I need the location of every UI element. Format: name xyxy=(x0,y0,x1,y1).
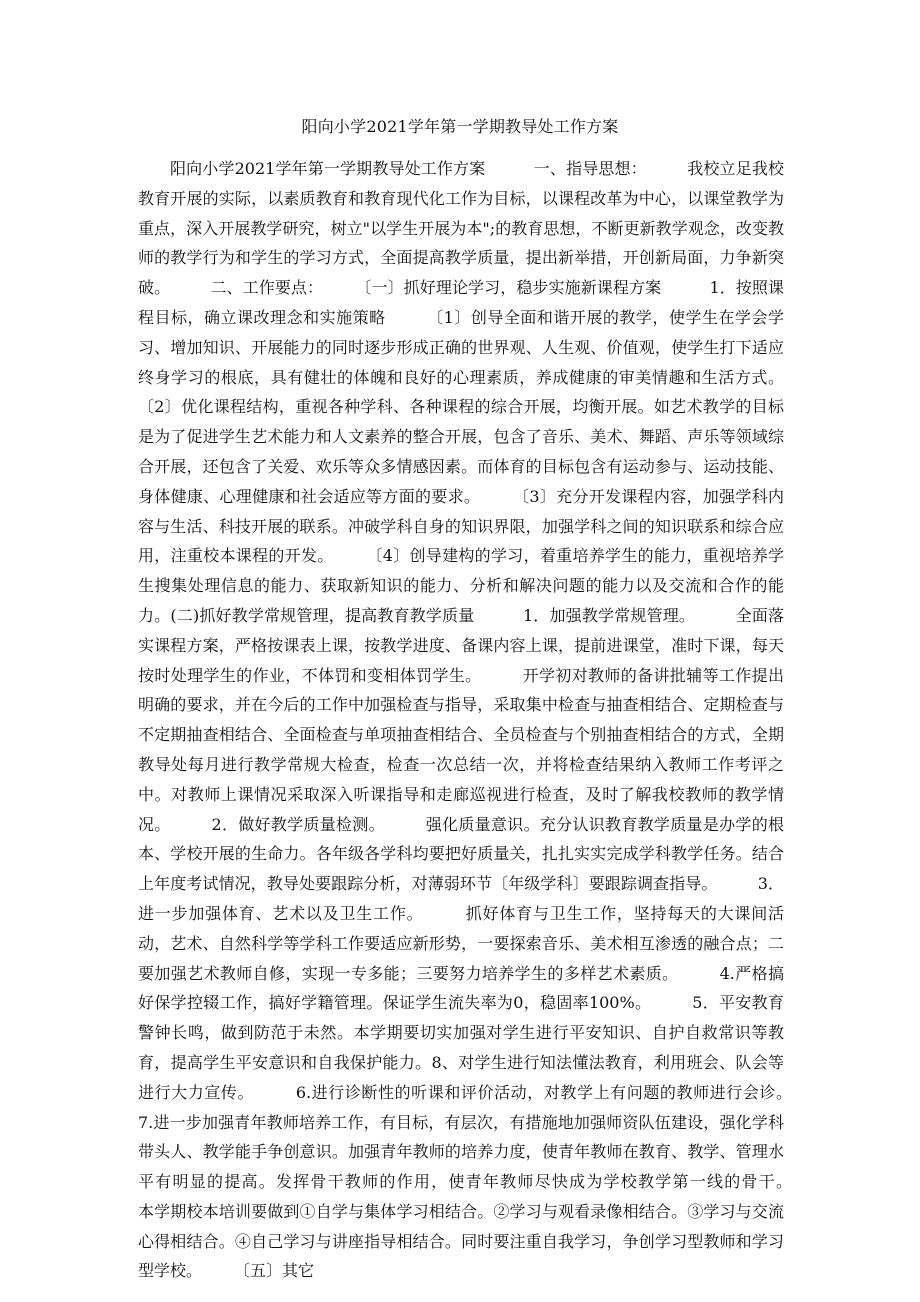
document-title: 阳向小学2021学年第一学期教导处工作方案 xyxy=(301,117,619,136)
document-body: 阳向小学2021学年第一学期教导处工作方案 一、指导思想： 我校立足我校教育开展的实际，以素质教育和教育现代化工作为目标，以课程改革为中心，以课堂教学为重点，深入开展教学研究，树立"以学生开展为本";的教育思想，不断更新教学观念，改变教师的教学行为和学生的学习方式，全面提高教学质量，提出新举措，开创新局面，力争新突破。 二、工作要点： 〔一〕抓好理论学习，稳步实施新课程方案 1．按照课程目标，确立课改理念和实施策略 〔1〕创导全面和谐开展的教学，使学生在学会学习、增加知识、开展能力的同时逐步形成正确的世界观、人生观、价值观，使学生打下适应终身学习的根底，具有健壮的体魄和良好的心理素质，养成健康的审美情趣和生活方式。〔2〕优化课程结构，重视各种学科、各种课程的综合开展，均衡开展。如艺术教学的目标是为了促进学生艺术能力和人文素养的整合开展，包含了音乐、美术、舞蹈、声乐等领域综合开展，还包含了关爱、欢乐等众多情感因素。而体育的目标包含有运动参与、运动技能、身体健康、心理健康和社会适应等方面的要求。 〔3〕充分开发课程内容，加强学科内容与生活、科技开展的联系。冲破学科自身的知识界限，加强学科之间的知识联系和综合应用，注重校本课程的开发。 〔4〕创导建构的学习，着重培养学生的能力，重视培养学生搜集处理信息的能力、获取新知识的能力、分析和解决问题的能力以及交流和合作的能力。(二)抓好教学常规管理，提高教育教学质量 1．加强教学常规管理。 全面落实课程方案，严格按课表上课，按教学进度、备课内容上课，提前进课堂，准时下课，每天按时处理学生的作业，不体罚和变相体罚学生。 开学初对教师的备讲批辅等工作提出明确的要求，并在今后的工作中加强检查与指导，采取集中检查与抽查相结合、定期检查与不定期抽查相结合、全面检查与单项抽查相结合、全员检查与个别抽查相结合的方式，全期教导处每月进行教学常规大检查，检查一次总结一次，并将检查结果纳入教师工作考评之中。对教师上课情况采取深入听课指导和走廊巡视进行检查，及时了解我校教师的教学情况。 2．做好教学质量检测。 强化质量意识。充分认识教育教学质量是办学的根本、学校开展的生命力。各年级各学科均要把好质量关，扎扎实实完成学科教学任务。结合上年度考试情况，教导处要跟踪分析，对薄弱环节〔年级学科〕要跟踪调查指导。 3．进一步加强体育、艺术以及卫生工作。 抓好体育与卫生工作，坚持每天的大课间活动，艺术、自然科学等学科工作要适应新形势，一要探索音乐、美术相互渗透的融合点；二要加强艺术教师自修，实现一专多能；三要努力培养学生的多样艺术素质。 4.严格搞好保学控辍工作，搞好学籍管理。保证学生流失率为0，稳固率100%。 5．平安教育警钟长鸣，做到防范于未然。本学期要切实加强对学生进行平安知识、自护自救常识等教育，提高学生平安意识和自我保护能力。8、对学生进行知法懂法教育，利用班会、队会等进行大力宣传。 6.进行诊断性的听课和评价活动，对教学上有问题的教师进行会诊。 7.进一步加强青年教师培养工作，有目标，有层次，有措施地加强师资队伍建设，强化学科带头人、教学能手争创意识。加强青年教师的培养力度，使青年教师在教育、教学、管理水平有明显的提高。发挥骨干教师的作用，使青年教师尽快成为学校教学第一线的骨干。 本学期校本培训要做到①自学与集体学习相结合。②学习与观看录像相结合。③学习与交流心得相结合。④自己学习与讲座指导相结合。同时要注重自我学习，争创学习型教师和学习型学校。 〔五〕其它 xyxy=(138,159,833,1281)
